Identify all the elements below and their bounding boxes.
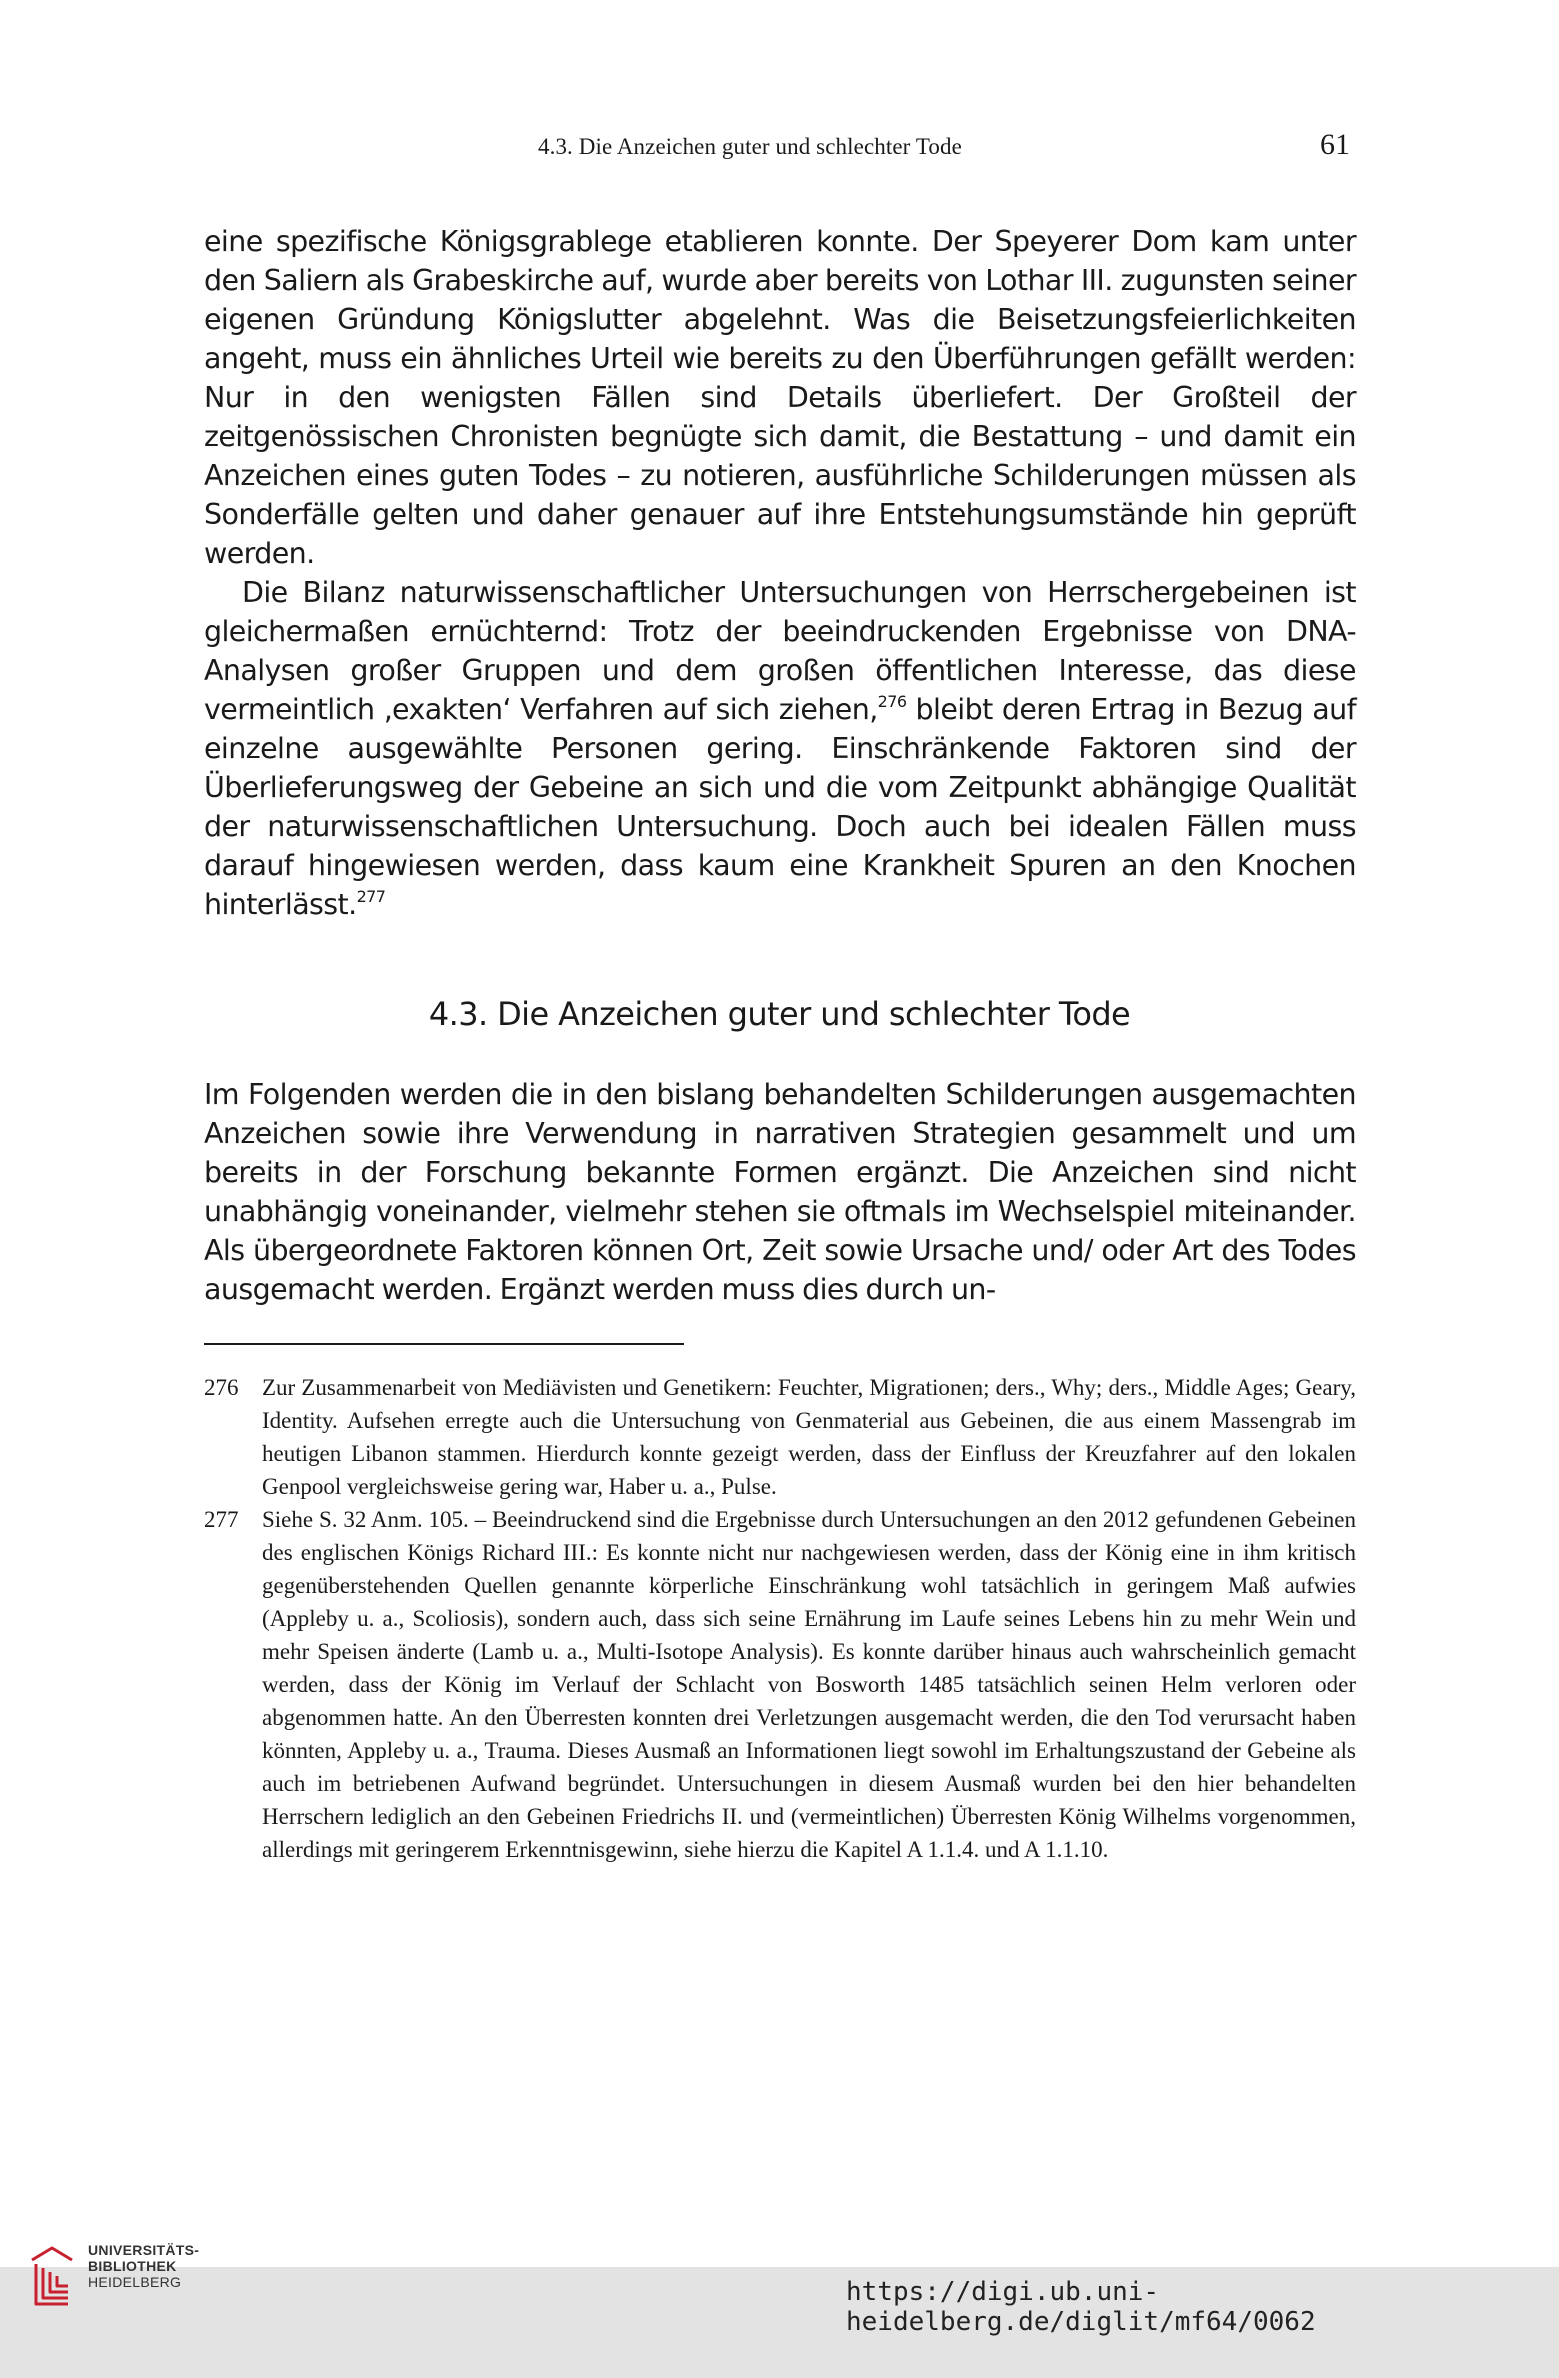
running-title: 4.3. Die Anzeichen guter und schlechter Tode bbox=[538, 134, 962, 159]
footnote-text: Zur Zusammenarbeit von Mediävisten und Genetikern: Feuchter, Migrationen; ders., Why; ders., Middle Ages; Geary, Identity. Aufsehen erregte auch die Untersuchung von Genmaterial aus Gebeinen, die aus einem Massengrab im heutigen Libanon stammen. Hierdurch konnte gezeigt werden, dass der Einfluss der Kreuzfahrer auf den lokalen Genpool vergleichsweise gering war, Haber u. a., Pulse. bbox=[262, 1375, 1356, 1499]
page-number: 61 bbox=[1320, 128, 1350, 161]
footnote-text: Siehe S. 32 Anm. 105. – Beeindruckend sind die Ergebnisse durch Untersuchungen an den 2012 gefundenen Gebeinen des englischen Königs Richard III.: Es konnte nicht nur nachgewiesen werden, dass der König eine in ihm kritisch gegenüberstehenden Quellen genannte körperliche Einschränkung wohl tatsächlich in geringem Maß aufwies (Appleby u. a., Scoliosis), sondern auch, dass sich seine Ernährung im Laufe seines Lebens hin zu mehr Wein und mehr Speisen änderte (Lamb u. a., Multi-Isotope Analysis). Es konnte darüber hinaus auch wahrscheinlich gemacht werden, dass der König im Verlauf der Schlacht von Bosworth 1485 tatsächlich seinen Helm verloren oder abgenommen hatte. An den Überresten konnten drei Verletzungen ausgemacht werden, die den Tod verursacht haben könnten, Appleby u. a., Trauma. Dieses Ausmaß an Informationen liegt sowohl im Erhaltungszustand der Gebeine als auch im betriebenen Aufwand begründet. Untersuchungen in diesem Ausmaß wurden bei den hier behandelten Herrschern lediglich an den Gebeinen Friedrichs II. und (vermeintlichen) Überresten König Wilhelms vorgenommen, allerdings mit geringerem Erkenntnisgewinn, siehe hierzu die Kapitel A 1.1.4. und A 1.1.10. bbox=[262, 1507, 1356, 1862]
library-logo-text bbox=[88, 2242, 199, 2290]
paragraph-text: bleibt deren Ertrag in Bezug auf einzelne ausgewählte Personen gering. Einschränkende Faktoren sind der Überlieferungsweg der Gebeine an sich und die vom Zeitpunkt abhängige Qualität der naturwissenschaftlichen Untersuchung. Doch auch bei idealen Fällen muss darauf hingewiesen werden, dass kaum eine Krankheit Spuren an den Knochen hinterlässt. bbox=[204, 693, 1356, 921]
body-text bbox=[204, 222, 1356, 924]
source-url-link[interactable]: https://digi.ub.uni-heidelberg.de/diglit/mf64/0062 bbox=[846, 2277, 1316, 2337]
section-heading: 4.3. Die Anzeichen guter und schlechter Tode bbox=[428, 995, 1131, 1033]
footnote-number: 276 bbox=[204, 1375, 239, 1400]
logo-line: HEIDELBERG bbox=[88, 2274, 182, 2290]
paragraph-text: Die Bilanz naturwissenschaftlicher Untersuchungen von Herrschergebeinen ist gleichermaßen ernüchternd: Trotz der beeindruckenden Ergebnisse von DNA-Analysen großer Gruppen und dem großen öffentlichen Interesse, das diese vermeintlich ‚exakten‘ Verfahren auf sich ziehen, bbox=[204, 576, 1356, 726]
paragraph: eine spezifische Königsgrablege etablieren konnte. Der Speyerer Dom kam unter den Saliern als Grabeskirche auf, wurde aber bereits von Lothar III. zugunsten seiner eigenen Gründung Königslutter abgelehnt. Was die Beisetzungsfeierlichkeiten angeht, muss ein ähnliches Urteil wie bereits zu den Überführungen gefällt werden: Nur in den wenigsten Fällen sind Details überliefert. Der Großteil der zeitgenössischen Chronisten begnügte sich damit, die Bestattung – und damit ein Anzeichen eines guten Todes – zu notieren, ausführliche Schilderungen müssen als Sonderfälle gelten und daher genauer auf ihre Entstehungsumstände hin geprüft werden. bbox=[204, 225, 1356, 570]
footnote-separator bbox=[204, 1343, 684, 1345]
footnote bbox=[204, 1371, 1356, 1503]
footnote bbox=[204, 1503, 1356, 1866]
paragraph bbox=[204, 573, 1356, 924]
logo-line: UNIVERSITÄTS- bbox=[88, 2242, 200, 2258]
footnote-ref[interactable]: 277 bbox=[356, 887, 386, 906]
footnote-number: 277 bbox=[204, 1507, 239, 1532]
section-paragraph: Im Folgenden werden die in den bislang behandelten Schilderungen ausgemachten Anzeichen sowie ihre Verwendung in narrativen Strategien gesammelt und um bereits in der Forschung bekannte Formen ergänzt. Die Anzeichen sind nicht unabhängig voneinander, vielmehr stehen sie oftmals im Wechselspiel miteinander. Als übergeordnete Faktoren können Ort, Zeit sowie Ursache und/ oder Art des Todes ausgemacht werden. Ergänzt werden muss dies durch un- bbox=[204, 1078, 1356, 1306]
logo-line: BIBLIOTHEK bbox=[88, 2258, 177, 2274]
footnotes bbox=[204, 1371, 1356, 1866]
library-logo-icon[interactable] bbox=[28, 2238, 78, 2310]
footnote-ref[interactable]: 276 bbox=[877, 692, 907, 711]
